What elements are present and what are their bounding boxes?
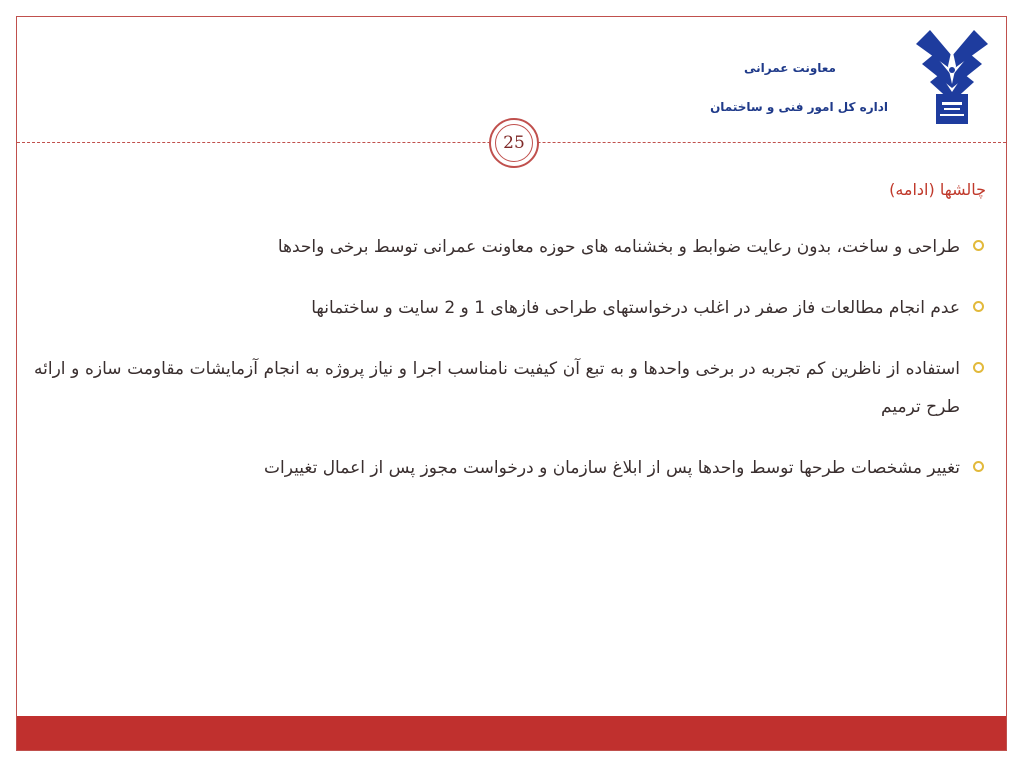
circle-bullet-icon: [973, 301, 984, 312]
bullet-text: طراحی و ساخت، بدون رعایت ضوابط و بخشنامه های حوزه معاونت عمرانی توسط برخی واحدها: [277, 237, 960, 257]
page-number-badge: [489, 118, 539, 168]
footer-bar: [17, 716, 1006, 750]
bullet-text: استفاده از ناظرین کم تجربه در برخی واحدها و به تبع آن کیفیت نامناسب اجرا و نیاز پروژه به انجام آزمایشات مقاومت سازه و ارائه طرح ترمیم: [34, 359, 960, 417]
header-title: معاونت عمرانی: [743, 61, 836, 75]
bullet-list: [34, 228, 960, 510]
university-logo-icon: [912, 26, 992, 134]
header-subtitle: اداره کل امور فنی و ساختمان: [710, 100, 888, 114]
list-item: [34, 350, 960, 426]
circle-bullet-icon: [973, 362, 984, 373]
bullet-text: عدم انجام مطالعات فاز صفر در اغلب درخواستهای طراحی فازهای 1 و 2 سایت و ساختمانها: [311, 298, 960, 318]
list-item: [34, 449, 960, 487]
list-item: [34, 289, 960, 327]
page-number: 25: [495, 124, 533, 162]
circle-bullet-icon: [973, 461, 984, 472]
list-item: [34, 228, 960, 266]
circle-bullet-icon: [973, 240, 984, 251]
bullet-text: تغییر مشخصات طرحها توسط واحدها پس از ابلاغ سازمان و درخواست مجوز پس از اعمال تغییرات: [264, 458, 960, 478]
section-heading: چالشها (ادامه): [889, 180, 986, 199]
